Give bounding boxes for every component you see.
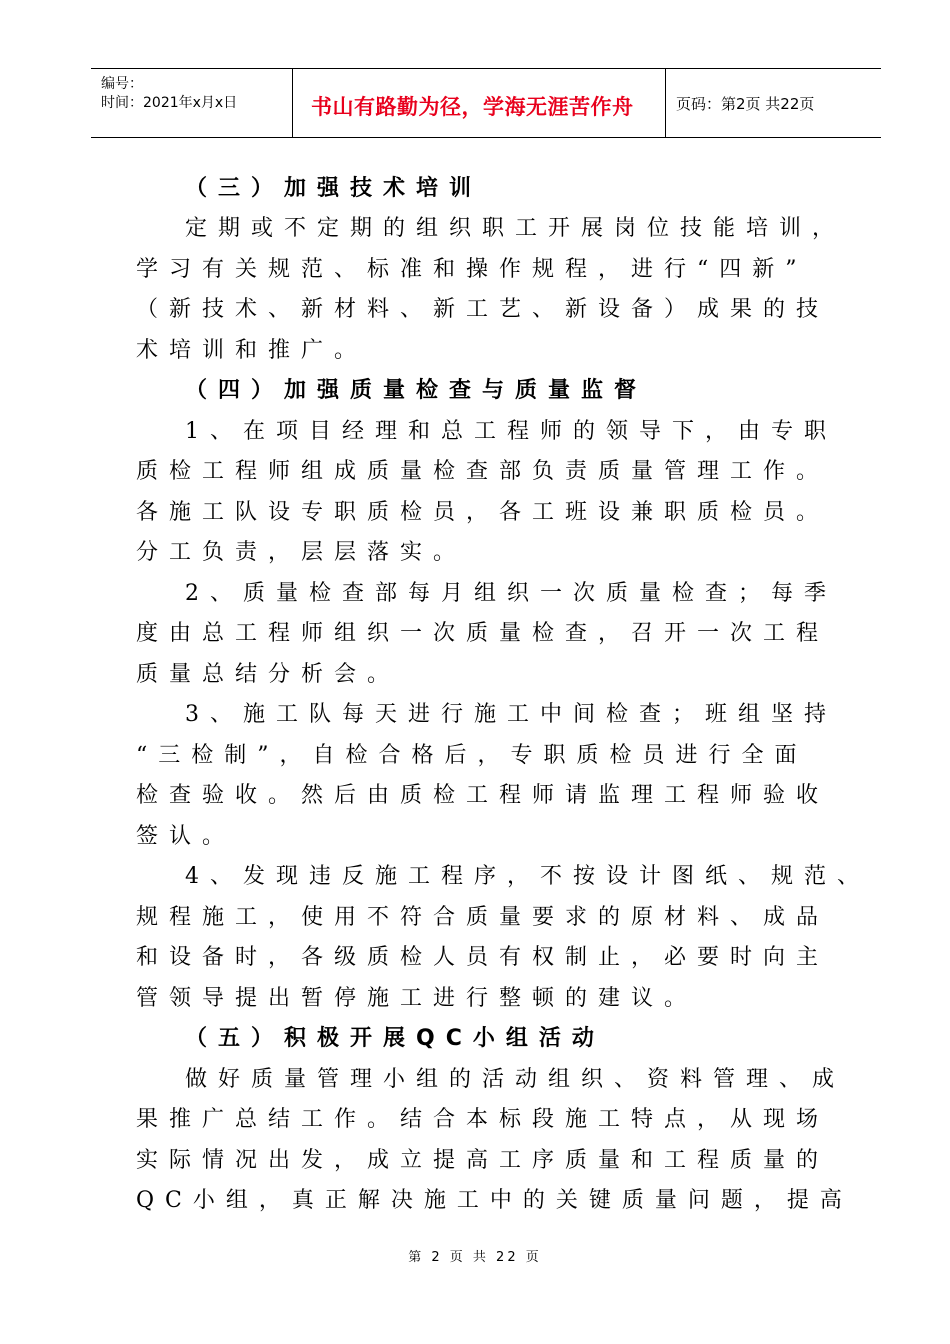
paragraph-line: 定期或不定期的组织职工开展岗位技能培训， [185,216,846,241]
header-page-cell [666,69,881,137]
page-footer: 第 2 页 共 22 页 [408,1250,542,1265]
paragraph-line: 1、在项目经理和总工程师的领导下，由专职 [185,419,837,444]
number-label: 编号： [101,76,143,92]
header-info-cell [91,69,293,137]
paragraph-line: 质检工程师组成质量检查部负责质量管理工作。 [136,459,830,484]
paragraph-line: 学习有关规范、标准和操作规程，进行“四新” [136,257,808,282]
paragraph-line: 术培训和推广。 [136,338,368,363]
paragraph-line: 2、质量检查部每月组织一次质量检查；每季 [185,581,837,606]
paragraph-line: 做好质量管理小组的活动组织、资料管理、成 [185,1067,846,1092]
paragraph-line: 实际情况出发，成立提高工序质量和工程质量的 [136,1148,830,1173]
paragraph-line: 分工负责，层层落实。 [136,540,467,565]
section-heading-3: （三）加强技术培训 [185,176,483,201]
slogan: 书山有路勤为径，学海无涯苦作舟 [311,94,634,119]
paragraph-line: QC小组，真正解决施工中的关键质量问题，提高 [136,1188,853,1213]
section-heading-5: （五）积极开展QC小组活动 [185,1026,605,1051]
paragraph-line: 规程施工，使用不符合质量要求的原材料、成品 [136,905,830,930]
paragraph-line: 果推广总结工作。结合本标段施工特点，从现场 [136,1107,830,1132]
paragraph-line: 签认。 [136,824,236,849]
paragraph-line: “三检制”，自检合格后，专职质检员进行全面 [136,743,808,768]
paragraph-line: 管领导提出暂停施工进行整顿的建议。 [136,986,698,1011]
page-label: 页码：第2页 共22页 [676,95,815,113]
paragraph-line: 4、发现违反施工程序，不按设计图纸、规范、 [185,864,870,889]
document-header [91,68,881,138]
paragraph-line: 度由总工程师组织一次质量检查，召开一次工程 [136,621,830,646]
paragraph-line: 检查验收。然后由质检工程师请监理工程师验收 [136,783,830,808]
paragraph-line: 和设备时，各级质检人员有权制止，必要时向主 [136,945,830,970]
paragraph-line: 3、施工队每天进行施工中间检查；班组坚持 [185,702,837,727]
section-heading-4: （四）加强质量检查与质量监督 [185,378,648,403]
paragraph-line: 质量总结分析会。 [136,662,401,687]
paragraph-line: （新技术、新材料、新工艺、新设备）成果的技 [136,297,830,322]
time-label: 时间：2021年x月x日 [101,95,238,111]
paragraph-line: 各施工队设专职质检员，各工班设兼职质检员。 [136,500,830,525]
header-slogan-cell [293,69,666,137]
